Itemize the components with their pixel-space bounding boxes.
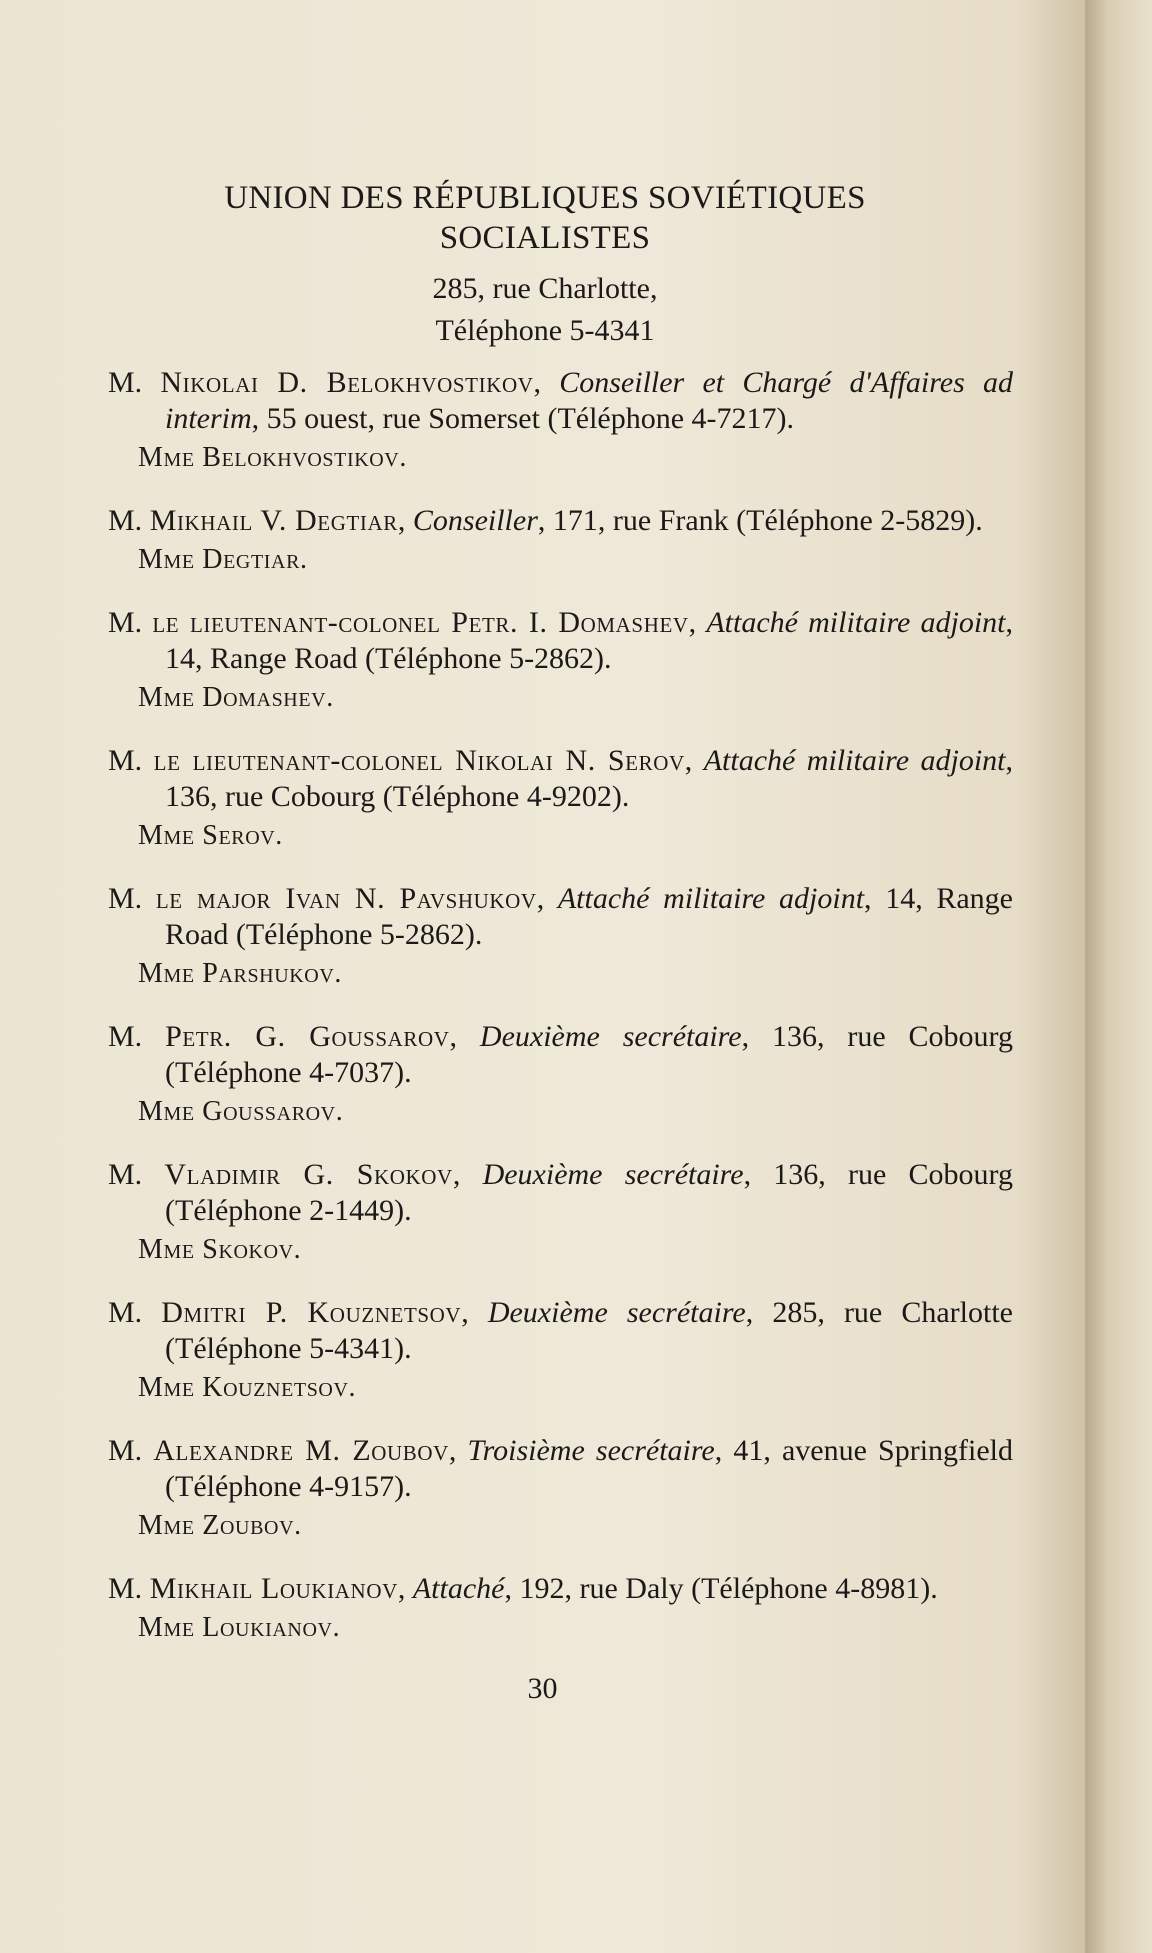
staff-name: Mikhail V. Degtiar xyxy=(149,504,398,537)
staff-entry xyxy=(108,605,1013,717)
staff-entry xyxy=(108,1571,1013,1647)
staff-list xyxy=(108,365,1013,1673)
name-separator: , xyxy=(449,1020,480,1053)
page-number: 30 xyxy=(527,1672,558,1705)
spouse-name: Mme Degtiar. xyxy=(138,544,308,575)
staff-details: , 41, avenue Springfield (Téléphone 4-9157). xyxy=(165,1434,1014,1503)
title-line-2: SOCIALISTES xyxy=(439,220,651,256)
staff-details: , 171, rue Frank (Téléphone 2-5829). xyxy=(537,504,983,537)
staff-name: Nikolai D. Belokhvostikov xyxy=(160,366,534,399)
staff-entry xyxy=(108,503,1013,579)
spouse-name: Mme Goussarov. xyxy=(138,1096,344,1127)
entry-text xyxy=(108,605,1013,677)
staff-entry xyxy=(108,1157,1013,1269)
entry-text xyxy=(108,503,1013,539)
staff-details: , 136, rue Cobourg (Téléphone 4-7037). xyxy=(165,1020,1013,1089)
staff-title: Deuxième secrétaire xyxy=(487,1296,746,1329)
staff-name: Vladimir G. Skokov xyxy=(164,1158,453,1191)
title-line-1: UNION DES RÉPUBLIQUES SOVIÉTIQUES xyxy=(224,180,866,216)
staff-details: , 136, rue Cobourg (Téléphone 4-9202). xyxy=(165,744,1013,813)
name-separator: , xyxy=(684,744,704,777)
staff-title: Deuxième secrétaire xyxy=(482,1158,744,1191)
staff-title: Deuxième secrétaire xyxy=(479,1020,742,1053)
staff-name: Petr. G. Goussarov xyxy=(165,1020,450,1053)
name-separator: , xyxy=(397,1572,413,1605)
entry-prefix: M. xyxy=(108,606,153,639)
spouse-name: Mme Skokov. xyxy=(138,1234,302,1265)
staff-details: , 192, rue Daly (Téléphone 4-8981). xyxy=(504,1572,938,1605)
name-separator: , xyxy=(397,504,413,537)
staff-details: , 285, rue Charlotte (Téléphone 5-4341). xyxy=(165,1296,1013,1365)
entry-prefix: M. xyxy=(108,882,156,915)
entry-prefix: M. xyxy=(108,504,150,537)
spouse-name: Mme Belokhvostikov. xyxy=(138,442,407,473)
staff-details: , 136, rue Cobourg (Téléphone 2-1449). xyxy=(165,1158,1013,1227)
staff-entry xyxy=(108,1019,1013,1131)
name-separator: , xyxy=(533,366,560,399)
staff-details: , 14, Range Road (Téléphone 5-2862). xyxy=(165,606,1013,675)
staff-name: Dmitri P. Kouznetsov xyxy=(161,1296,462,1329)
staff-title: Attaché militaire adjoint xyxy=(703,744,1006,777)
name-separator: , xyxy=(688,606,707,639)
staff-entry xyxy=(108,1295,1013,1407)
staff-title: Attaché militaire adjoint xyxy=(557,882,865,915)
spouse-name: Mme Parshukov. xyxy=(138,958,342,989)
staff-entry xyxy=(108,743,1013,855)
entry-text xyxy=(108,1433,1013,1505)
spouse-name: Mme Serov. xyxy=(138,820,283,851)
embassy-telephone: Téléphone 5-4341 xyxy=(435,314,655,347)
entry-text xyxy=(108,365,1013,437)
staff-details: , 55 ouest, rue Somerset (Téléphone 4-7217). xyxy=(251,402,795,435)
entry-text xyxy=(108,1295,1013,1367)
staff-title: Conseiller xyxy=(412,504,538,537)
staff-name: Mikhail Loukianov xyxy=(149,1572,398,1605)
entry-prefix: M. xyxy=(108,1296,162,1329)
entry-prefix: M. xyxy=(108,1020,166,1053)
staff-title: Attaché xyxy=(412,1572,505,1605)
staff-title: Troisième secrétaire xyxy=(467,1434,715,1467)
staff-name: Alexandre M. Zoubov xyxy=(153,1434,449,1467)
staff-name: le lieutenant-colonel Petr. I. Domashev xyxy=(152,606,689,639)
staff-name: le major Ivan N. Pavshukov xyxy=(155,882,537,915)
staff-name: le lieutenant-colonel Nikolai N. Serov xyxy=(153,744,685,777)
entry-prefix: M. xyxy=(108,744,154,777)
staff-entry xyxy=(108,1433,1013,1545)
spouse-name: Mme Kouznetsov. xyxy=(138,1372,357,1403)
entry-prefix: M. xyxy=(108,1434,154,1467)
name-separator: , xyxy=(452,1158,483,1191)
entry-text xyxy=(108,743,1013,815)
embassy-address: 285, rue Charlotte, xyxy=(432,272,658,305)
staff-entry xyxy=(108,365,1013,477)
entry-text xyxy=(108,881,1013,953)
staff-details: , 14, Range Road (Téléphone 5-2862). xyxy=(165,882,1013,951)
spouse-name: Mme Loukianov. xyxy=(138,1612,341,1643)
name-separator: , xyxy=(448,1434,468,1467)
page-header xyxy=(150,178,940,352)
entry-text xyxy=(108,1019,1013,1091)
book-gutter xyxy=(1085,0,1152,1953)
staff-title: Conseiller et Chargé d'Affaires ad interim xyxy=(165,366,1013,435)
entry-prefix: M. xyxy=(108,1158,165,1191)
entry-text xyxy=(108,1157,1013,1229)
entry-prefix: M. xyxy=(108,366,161,399)
spouse-name: Mme Domashev. xyxy=(138,682,334,713)
staff-entry xyxy=(108,881,1013,993)
entry-prefix: M. xyxy=(108,1572,150,1605)
entry-text xyxy=(108,1571,1013,1607)
spouse-name: Mme Zoubov. xyxy=(138,1510,302,1541)
name-separator: , xyxy=(536,882,558,915)
staff-title: Attaché militaire adjoint xyxy=(706,606,1006,639)
name-separator: , xyxy=(461,1296,488,1329)
